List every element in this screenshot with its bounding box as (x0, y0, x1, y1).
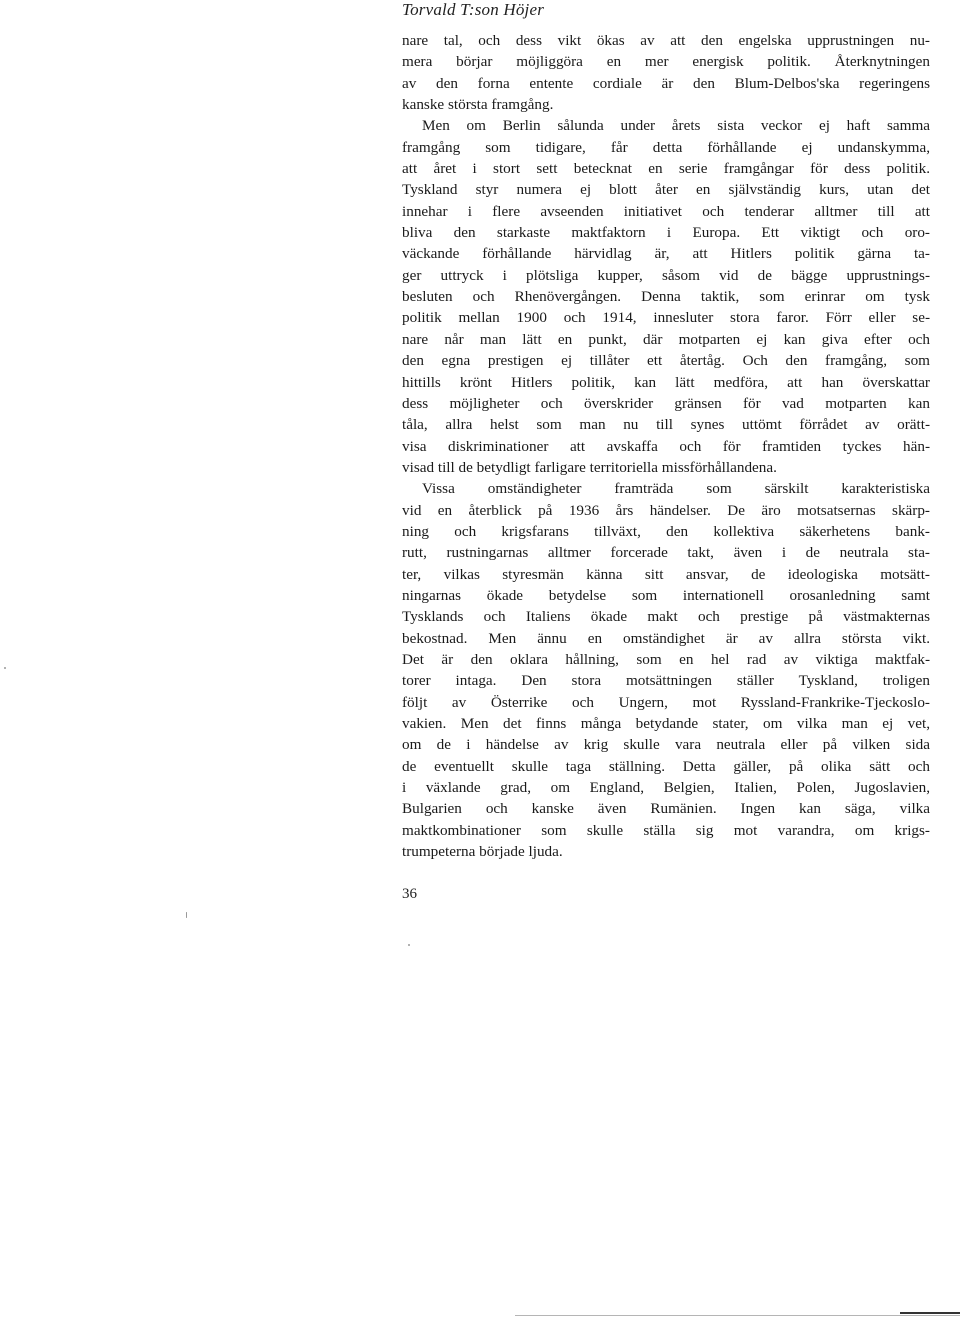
scan-speck (408, 944, 410, 946)
text-line: framgång som tidigare, får detta förhållande ej undanskymma, (402, 138, 930, 156)
text-line: nare når man lätt en punkt, där motparten ej kan giva efter och (402, 330, 930, 348)
text-line: de eventuellt skulle taga ställning. Detta gäller, på olika sätt och (402, 757, 930, 775)
running-head: Torvald T:son Höjer (402, 0, 545, 19)
bottom-rule (515, 1315, 960, 1316)
text-line: maktkombinationer som skulle ställa sig mot varandra, om krigs- (402, 821, 930, 839)
text-line: i växlande grad, om England, Belgien, Italien, Polen, Jugoslavien, (402, 779, 930, 797)
text-line: mera börjar möjliggöra en mer energisk politik. Återknytningen (402, 53, 930, 71)
text-line: ningarnas ökade betydelse som internationell orosanledning samt (402, 586, 930, 604)
text-line: Bulgarien och kanske även Rumänien. Ingen kan säga, vilka (402, 800, 930, 818)
text-line: trumpeterna började ljuda. (402, 843, 563, 861)
text-line: om de i händelse av krig skulle vara neutrala eller på vilken sida (402, 736, 930, 754)
text-line: rutt, rustningarnas alltmer forcerade takt, även i de neutrala sta- (402, 544, 930, 562)
text-line: följt av Österrike och Ungern, mot Ryssland-Frankrike-Tjeckoslo- (402, 693, 930, 711)
text-line: tåla, allra helst som man nu till synes uttömt förrådet av orätt- (402, 416, 930, 434)
text-line: bekostnad. Men ännu en omständighet är av allra största vikt. (402, 629, 930, 647)
paragraph-start-line: Men om Berlin sålunda under årets sista veckor ej haft samma (422, 117, 930, 135)
text-line: torer intaga. Den stora motsättningen ställer Tyskland, troligen (402, 672, 930, 690)
text-line: av den forna entente cordiale är den Blum-Delbos'ska regeringens (402, 74, 930, 92)
body-text (402, 30, 930, 862)
text-line: politik mellan 1900 och 1914, innesluter stora faror. Förr eller se- (402, 309, 930, 327)
text-line: vakien. Men det finns många betydande stater, om vilka man ej vet, (402, 715, 930, 732)
scan-speck (186, 912, 187, 918)
text-line: ger uttryck i plötsliga kupper, såsom vid de bägge upprustnings- (402, 266, 930, 284)
text-line: nare tal, och dess vikt ökas av att den engelska upprustningen nu- (402, 32, 930, 49)
text-line: Tyskland styr numera ej blott åter en självständig kurs, utan det (402, 181, 930, 199)
scan-speck (4, 667, 6, 669)
text-line: bliva den starkaste maktfaktorn i Europa. Ett viktigt och oro- (402, 224, 930, 242)
text-line: hittills krönt Hitlers politik, kan lätt medföra, att han överskattar (402, 373, 930, 391)
text-line: innehar i flere avseenden initiativet och tenderar alltmer till att (402, 202, 930, 220)
text-line: dess möjligheter och överskrider gränsen för vad motparten kan (402, 394, 930, 412)
text-line: ter, vilkas styresmän känna sitt ansvar, de ideologiska motsätt- (402, 565, 930, 583)
text-line: vid en återblick på 1936 års händelser. De äro motsatsernas skärp- (402, 501, 930, 519)
text-line: kanske största framgång. (402, 96, 554, 114)
page-number: 36 (402, 886, 417, 902)
paragraph-start-line: Vissa omständigheter framträda som särskilt karakteristiska (422, 480, 930, 498)
text-line: Tysklands och Italiens ökade makt och prestige på västmakternas (402, 608, 930, 626)
bottom-rule-heavy (900, 1312, 960, 1314)
text-line: väckande förhållande härvidlag är, att Hitlers politik gärna ta- (402, 245, 930, 263)
text-line: besluten och Rhenövergången. Denna taktik, som erinrar om tysk (402, 288, 930, 306)
text-line: den egna prestigen ej tillåter ett återtåg. Och den framgång, som (402, 352, 930, 370)
text-line: ning och krigsfarans tillväxt, den kollektiva säkerhetens bank- (402, 522, 930, 540)
text-line: att året i stort sett betecknat en serie framgångar för dess politik. (402, 160, 930, 178)
text-line: visad till de betydligt farligare territoriella missförhållandena. (402, 458, 777, 476)
text-line: Det är den oklara hållning, som en hel rad av viktiga maktfak- (402, 650, 930, 668)
text-line: visa diskriminationer att avskaffa och för framtiden tyckes hän- (402, 437, 930, 455)
